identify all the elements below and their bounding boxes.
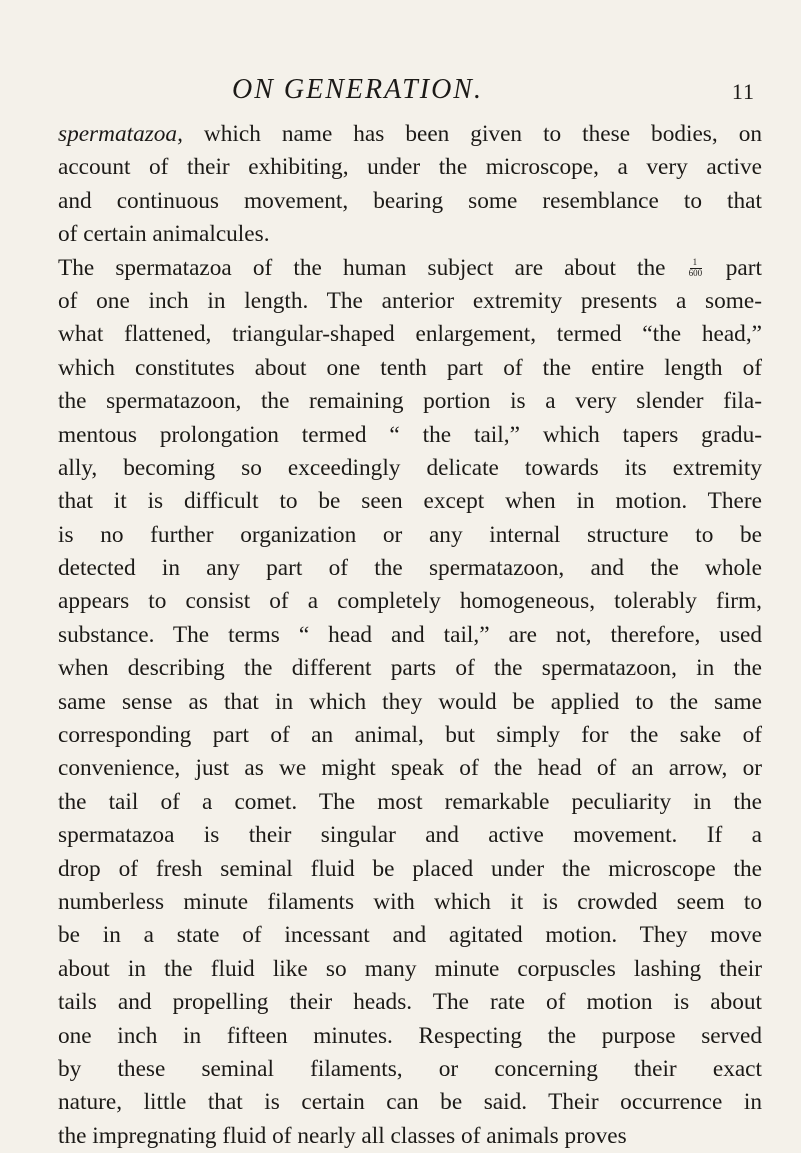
text-line: when describing the different parts of the spermatazoon, in the bbox=[58, 655, 762, 682]
text-line bbox=[58, 118, 762, 151]
fraction-numerator: 1 bbox=[692, 256, 698, 267]
text-line: of certain animalcules. bbox=[58, 221, 270, 248]
text-segment: which name has been given to these bodies, on bbox=[182, 121, 762, 147]
text-line: ally, becoming so exceedingly delicate towards its extremity bbox=[58, 454, 762, 481]
text-segment: part bbox=[725, 254, 762, 281]
text-line: and continuous movement, bearing some resemblance to that bbox=[58, 187, 762, 214]
text-line: nature, little that is certain can be said. Their occurrence in bbox=[58, 1089, 762, 1116]
italic-term: spermatazoa, bbox=[58, 121, 183, 147]
fraction bbox=[689, 258, 703, 278]
text-line: the tail of a comet. The most remarkable peculiarity in the bbox=[58, 788, 762, 815]
text-line: convenience, just as we might speak of the head of an arrow, or bbox=[58, 755, 762, 782]
text-line: drop of fresh seminal fluid be placed under the microscope the bbox=[58, 855, 762, 882]
text-line: substance. The terms “ head and tail,” are not, therefore, used bbox=[58, 621, 762, 648]
text-line: of one inch in length. The anterior extremity presents a some- bbox=[58, 287, 762, 314]
body-text bbox=[58, 118, 762, 1153]
text-segment: The spermatazoa of the human subject are about the bbox=[58, 254, 666, 281]
fraction-denominator: 600 bbox=[688, 267, 703, 278]
text-line bbox=[58, 252, 762, 285]
text-line: about in the fluid like so many minute corpuscles lashing their bbox=[58, 955, 762, 982]
text-line: one inch in fifteen minutes. Respecting the purpose served bbox=[58, 1022, 762, 1049]
text-line: which constitutes about one tenth part of the entire length of bbox=[58, 354, 762, 381]
running-head bbox=[0, 74, 801, 110]
text-line: appears to consist of a completely homogeneous, tolerably firm, bbox=[58, 588, 762, 615]
text-line: detected in any part of the spermatazoon, and the whole bbox=[58, 555, 762, 582]
running-title: ON GENERATION. bbox=[232, 74, 483, 105]
text-line: tails and propelling their heads. The rate of motion is about bbox=[58, 989, 762, 1016]
text-line: numberless minute filaments with which it is crowded seem to bbox=[58, 888, 762, 915]
text-line: account of their exhibiting, under the microscope, a very active bbox=[58, 154, 762, 181]
text-line: that it is difficult to be seen except when in motion. There bbox=[58, 488, 762, 515]
text-line: mentous prolongation termed “ the tail,” which tapers gradu- bbox=[58, 421, 762, 448]
text-line: corresponding part of an animal, but simply for the sake of bbox=[58, 722, 762, 749]
text-line: spermatazoa is their singular and active movement. If a bbox=[58, 822, 762, 849]
text-line: by these seminal filaments, or concerning their exact bbox=[58, 1055, 762, 1082]
page-number: 11 bbox=[731, 79, 755, 104]
text-line: the impregnating fluid of nearly all classes of animals proves bbox=[58, 1122, 627, 1149]
text-line: is no further organization or any internal structure to be bbox=[58, 521, 762, 548]
text-line: what flattened, triangular-shaped enlargement, termed “the head,” bbox=[58, 321, 762, 348]
text-line: be in a state of incessant and agitated motion. They move bbox=[58, 922, 762, 949]
text-line: the spermatazoon, the remaining portion is a very slender fila- bbox=[58, 388, 762, 415]
text-line: same sense as that in which they would be applied to the same bbox=[58, 688, 762, 715]
